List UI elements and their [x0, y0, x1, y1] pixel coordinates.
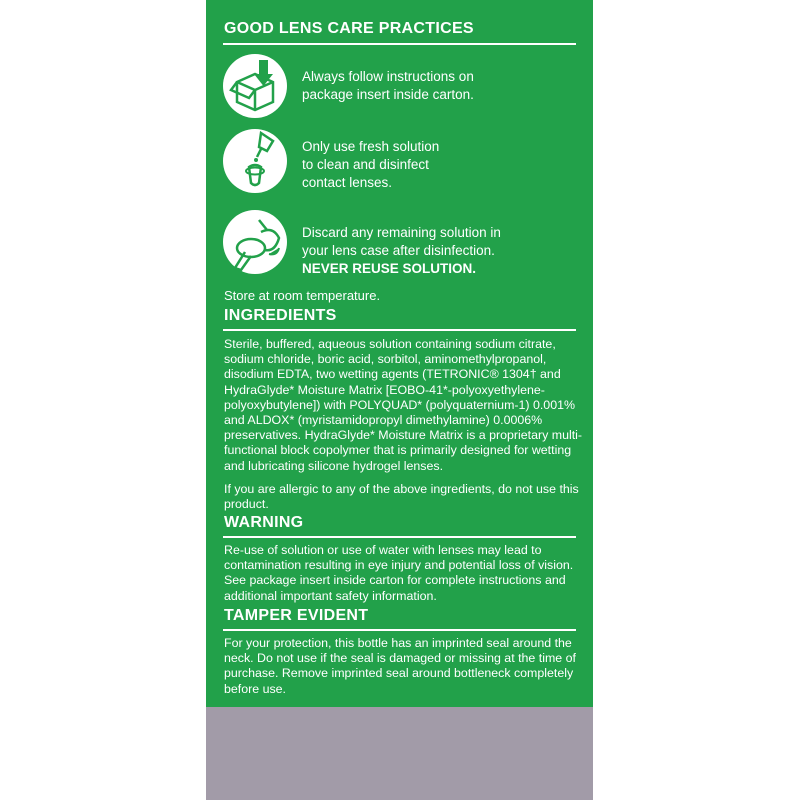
step-1-text	[302, 68, 582, 104]
label-panel	[206, 0, 593, 707]
tamper-heading: TAMPER EVIDENT	[224, 607, 369, 624]
step-1-line-1: Always follow instructions on	[302, 69, 474, 84]
step-1-line-2: package insert inside carton.	[302, 87, 474, 102]
step-2-line-1: Only use fresh solution	[302, 139, 440, 154]
warning-heading: WARNING	[224, 514, 304, 531]
step-2-line-3: contact lenses.	[302, 175, 393, 190]
never-reuse-notice: NEVER REUSE SOLUTION.	[302, 261, 477, 276]
storage-note: Store at room temperature.	[224, 288, 381, 303]
care-practices-heading: GOOD LENS CARE PRACTICES	[224, 20, 474, 37]
ingredients-rule	[223, 329, 576, 331]
step-2-line-2: to clean and disinfect	[302, 157, 429, 172]
ingredients-heading: INGREDIENTS	[224, 307, 337, 324]
heading-rule	[223, 43, 576, 45]
lens-case-discard-icon	[221, 208, 289, 276]
tamper-text: For your protection, this bottle has an imprinted seal around the neck. Do not use if the seal is damaged or missing at the time of purchase. Remove imprinted seal around bottleneck completely before use.	[224, 636, 576, 696]
ingredients-text: Sterile, buffered, aqueous solution containing sodium citrate, sodium chloride, boric acid, sorbitol, aminomethylpropanol, disodium EDTA, two wetting agents (TETRONIC® 1304† and HydraGlyde* Moisture Matrix [EOBO-41*-polyoxyethylene-polyoxybutylene]) with POLYQUAD* (polyquaternium-1) 0.001% and ALDOX* (myristamidopropyl dimethylamine) 0.0006% preservatives. HydraGlyde* Moisture Matrix is a proprietary multi-functional block copolymer that is primarily designed for wetting and lubricating silicone hydrogel lenses.	[224, 337, 583, 473]
step-3-text	[302, 224, 582, 278]
step-3-line-2: your lens case after disinfection.	[302, 243, 495, 258]
step-3-line-1: Discard any remaining solution in	[302, 225, 501, 240]
bottom-gray-band	[206, 707, 593, 800]
solution-bottle-icon	[221, 127, 289, 195]
step-2-text	[302, 138, 582, 192]
allergy-text: If you are allergic to any of the above ingredients, do not use this product.	[224, 482, 579, 512]
tamper-rule	[223, 629, 576, 631]
carton-arrow-icon	[221, 52, 289, 120]
warning-text: Re-use of solution or use of water with lenses may lead to contamination resulting in eye injury and potential loss of vision. See package insert inside carton for complete instructions and additional important safety information.	[224, 543, 574, 603]
warning-rule	[223, 536, 576, 538]
